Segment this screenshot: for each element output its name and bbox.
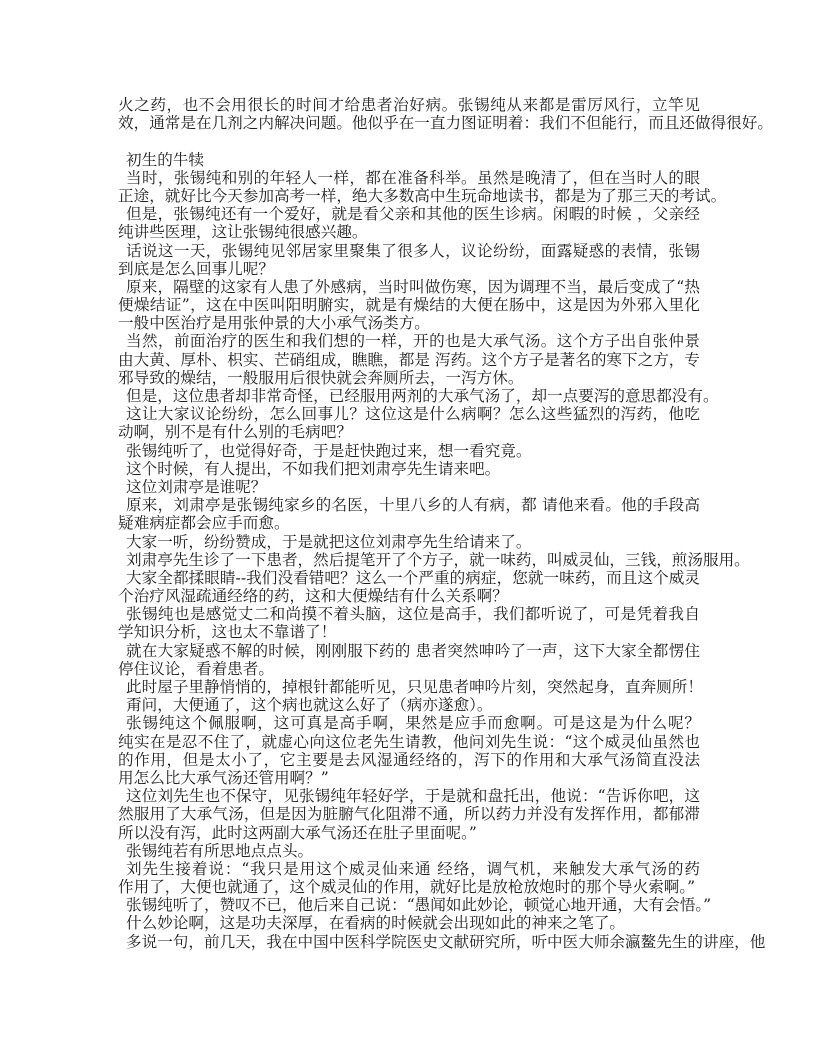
text-line: 这个时候，有人提出，不如我们把刘肃亭先生请来吧。 <box>126 459 501 478</box>
paragraph <box>118 787 700 842</box>
text-line: 张锡纯若有所思地点点头。 <box>126 841 314 860</box>
text-line: 用怎么比大承气汤还管用啊？” <box>118 768 329 787</box>
paragraph <box>118 914 700 932</box>
paragraph <box>118 842 700 860</box>
text-line: 这位刘肃亭是谁呢？ <box>126 477 267 496</box>
text-line: 但是，张锡纯还有一个爱好，就是看父亲和其他的医生诊病。闲暇的时候 ，父亲经 <box>126 205 700 224</box>
paragraph <box>118 496 700 532</box>
paragraph <box>118 478 700 496</box>
text-line: 就在大家疑惑不解的时候，刚刚服下药的 患者突然呻吟了一声，这下大家全都愣住 <box>126 641 700 660</box>
paragraph <box>118 860 700 896</box>
paragraph <box>118 405 700 441</box>
text-line: 效，通常是在几剂之内解决问题。他似乎在一直力图证明着：我们不但能行，而且还做得很好。 <box>118 114 773 133</box>
text-line: 张锡纯听了，也觉得好奇，于是赶快跑过来，想一看究竟。 <box>126 441 532 460</box>
paragraph <box>118 696 700 714</box>
text-line: 刘肃亭先生诊了一下患者，然后提笔开了个方子，就一味药，叫威灵仙，三钱，煎汤服用。 <box>126 550 750 569</box>
blank-line <box>118 132 700 150</box>
text-line: 个治疗风湿疏通经络的药，这和大便燥结有什么关系啊？ <box>118 587 508 606</box>
paragraph <box>118 242 700 278</box>
paragraph <box>118 205 700 241</box>
paragraph <box>118 96 773 133</box>
text-line: 原来，刘肃亭是张锡纯家乡的名医，十里八乡的人有病，都 请他来看。他的手段高 <box>126 496 700 515</box>
text-line: 由大黄、厚朴、枳实、芒硝组成，瞧瞧，都是 泻药。这个方子是著名的寒下之方，专 <box>118 350 700 369</box>
paragraph <box>118 460 700 478</box>
paragraph <box>118 332 700 387</box>
text-line: 一般中医治疗是用张仲景的大小承气汤类方。 <box>118 314 430 333</box>
text-line: 张锡纯也是感觉丈二和尚摸不着头脑，这位是高手，我们都听说了，可是凭着我自 <box>126 605 700 624</box>
text-line: 这让大家议论纷纷，怎么回事儿？这位这是什么病啊？怎么这些猛烈的泻药，他吃 <box>126 405 700 424</box>
text-line: 当然，前面治疗的医生和我们想的一样，开的也是大承气汤。这个方子出自张仲景 <box>126 332 700 351</box>
paragraph <box>118 387 719 405</box>
paragraph <box>118 932 766 951</box>
text-line: 张锡纯这个佩服啊，这可真是高手啊，果然是应手而愈啊。可是这是为什么呢？ <box>126 714 700 733</box>
text-line: 停住议论，看着患者。 <box>118 659 274 678</box>
text-line: 什么妙论啊，这是功夫深厚，在看病的时候就会出现如此的神来之笔了。 <box>126 914 626 933</box>
text-line: 原来，隔壁的这家有人患了外感病，当时叫做伤寒，因为调理不当，最后变成了“热 <box>126 277 700 296</box>
text-line: 纯讲些医理，这让张锡纯很感兴趣。 <box>118 223 368 242</box>
text-line: 火之药，也不会用很长的时间才给患者治好病。张锡纯从来都是雷厉风行，立竿见 <box>118 96 700 114</box>
paragraph <box>118 550 750 569</box>
text-line: 刘先生接着说：“我只是用这个威灵仙来通 经络，调气机，来触发大承气汤的药 <box>126 859 700 878</box>
text-line: 但是，这位患者却非常奇怪，已经服用两剂的大承气汤了，却一点要泻的意思都没有。 <box>126 387 719 405</box>
text-line: 动啊，别不是有什么别的毛病吧？ <box>118 423 352 442</box>
text-line: 邪导致的燥结，一般服用后很快就会奔厕所去，一泻方休。 <box>118 368 524 387</box>
paragraph <box>118 605 700 641</box>
text-line: 张锡纯听了，赞叹不已，他后来自己说：“愚闻如此妙论，顿觉心地开通，大有会悟。” <box>126 896 712 915</box>
text-line: 便燥结证”，这在中医叫阳明腑实，就是有燥结的大便在肠中，这是因为外邪入里化 <box>118 296 700 315</box>
paragraph <box>118 278 700 333</box>
heading-text: 初生的牛犊 <box>126 150 204 169</box>
text-line: 这位刘先生也不保守，见张锡纯年轻好学，于是就和盘托出，他说：“告诉你吧，这 <box>126 787 700 806</box>
document-body <box>118 96 773 951</box>
text-line: 疑难病症都会应手而愈。 <box>118 514 290 533</box>
text-line: 甭问，大便通了，这个病也就这么好了（病亦遂愈）。 <box>126 696 493 715</box>
paragraph <box>118 896 712 915</box>
text-line: 然服用了大承气汤，但是因为脏腑气化阻滞不通，所以药力并没有发挥作用，都郁滞 <box>118 805 700 824</box>
text-line: 作用了，大便也就通了，这个威灵仙的作用，就好比是放枪放炮时的那个导火索啊。” <box>118 878 696 897</box>
text-line: 大家一听，纷纷赞成，于是就把这位刘肃亭先生给请来了。 <box>126 532 532 551</box>
text-line: 多说一句，前几天，我在中国中医科学院医史文献研究所，听中医大师余瀛鳌先生的讲座，他 <box>126 932 766 951</box>
text-line: 大家全都揉眼睛--我们没看错吧？这么一个严重的病症，您就一味药，而且这个威灵 <box>126 568 700 587</box>
paragraph <box>118 442 700 460</box>
paragraph <box>118 642 700 678</box>
paragraph <box>118 533 700 551</box>
text-line: 学知识分析，这也太不靠谱了！ <box>118 623 337 642</box>
text-line: 所以没有泻，此时这两副大承气汤还在肚子里面呢。” <box>118 823 477 842</box>
paragraph <box>118 678 703 696</box>
text-line: 正途，就好比今天参加高考一样，绝大多数高中生玩命地读书，都是为了那三天的考试。 <box>118 186 727 205</box>
text-line: 纯实在是忍不住了，就虚心向这位老先生请教，他问刘先生说：“这个威灵仙虽然也 <box>118 732 700 751</box>
section-heading <box>118 151 700 169</box>
text-line: 话说这一天，张锡纯见邻居家里聚集了很多人，议论纷纷，面露疑惑的表情，张锡 <box>126 241 700 260</box>
paragraph <box>118 714 700 787</box>
text-line: 到底是怎么回事儿呢？ <box>118 259 274 278</box>
paragraph <box>118 569 700 605</box>
text-line: 当时，张锡纯和别的年轻人一样，都在准备科举。虽然是晚清了，但在当时人的眼 <box>126 168 700 187</box>
paragraph <box>118 168 727 205</box>
text-line: 的作用，但是太小了，它主要是去风湿通经络的，泻下的作用和大承气汤简直没法 <box>118 750 700 769</box>
text-line: 此时屋子里静悄悄的，掉根针都能听见，只见患者呻吟片刻，突然起身，直奔厕所！ <box>126 678 703 696</box>
